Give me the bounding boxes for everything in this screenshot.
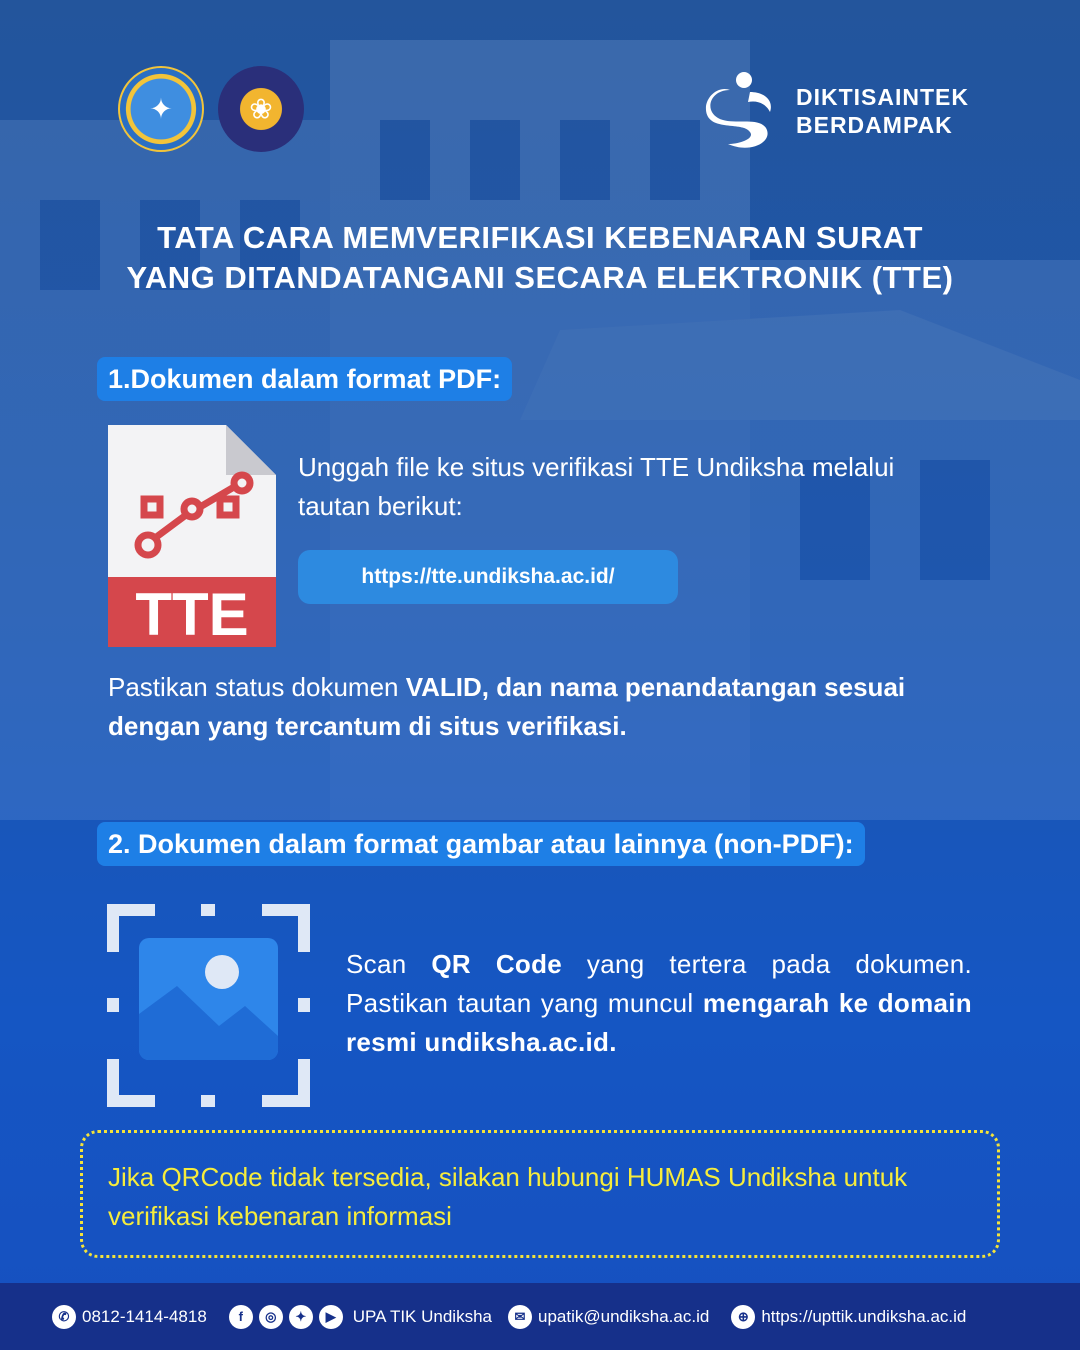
brand-text [796,83,969,139]
desc-part-4: mengarah ke domain resmi undiksha.ac.id. [346,988,972,1057]
section-1-description: Unggah file ke situs verifikasi TTE Undiksha melalui tautan berikut: [298,452,895,521]
phone-text: 0812-1414-4818 [82,1306,207,1326]
undiksha-logo: ❀ [218,66,304,152]
desc-part-1: Scan [346,949,432,979]
footer-social [229,1305,492,1329]
scan-image-icon [107,904,310,1107]
note-text: Pastikan status dokumen [108,672,406,702]
footer-email [508,1305,709,1329]
footer [0,1283,1080,1350]
pdf-document-icon [108,425,276,647]
twitter-icon[interactable]: ✦ [289,1305,313,1329]
whatsapp-icon: ✆ [52,1305,76,1329]
desc-part-2: QR Code [431,949,563,979]
footer-phone [52,1305,207,1329]
social-handle: UPA TIK Undiksha [352,1306,492,1326]
section-1-label: 1.Dokumen dalam format PDF: [97,357,512,401]
callout-text: Jika QRCode tidak tersedia, silakan hubungi HUMAS Undiksha untuk verifikasi kebenaran informasi [108,1162,908,1231]
desc-part-3: yang tertera pada dokumen. Pastikan tautan yang muncul [346,949,972,1018]
brand-line-1: DIKTISAINTEK [796,84,969,110]
facebook-icon[interactable]: f [229,1305,253,1329]
tte-verification-link[interactable]: https://tte.undiksha.ac.id/ [298,550,678,604]
globe-icon: ⊕ [731,1305,755,1329]
section-2-description [346,945,972,1062]
section-2-label: 2. Dokumen dalam format gambar atau lainnya (non-PDF): [97,822,865,866]
instagram-icon[interactable]: ◎ [259,1305,283,1329]
title-line-1: TATA CARA MEMVERIFIKASI KEBENARAN SURAT [157,220,923,255]
pdf-badge-text: TTE [135,581,249,647]
email-text[interactable]: upatik@undiksha.ac.id [538,1306,710,1326]
brand [700,70,969,152]
note-emphasis: VALID, dan nama penandatangan sesuai dengan yang tercantum di situs verifikasi. [108,672,906,741]
page-title [0,218,1080,298]
section-1-note [108,668,988,746]
diktisaintek-logo-icon [700,70,782,152]
footer-website [731,1305,966,1329]
institution-logos [118,66,304,152]
website-text[interactable]: https://upttik.undiksha.ac.id [761,1306,967,1326]
youtube-icon[interactable]: ▶ [319,1305,343,1329]
brand-line-2: BERDAMPAK [796,112,953,138]
tut-wuri-handayani-logo: ✦ [118,66,204,152]
email-icon: ✉ [508,1305,532,1329]
title-line-2: YANG DITANDATANGANI SECARA ELEKTRONIK (TTE) [126,260,954,295]
